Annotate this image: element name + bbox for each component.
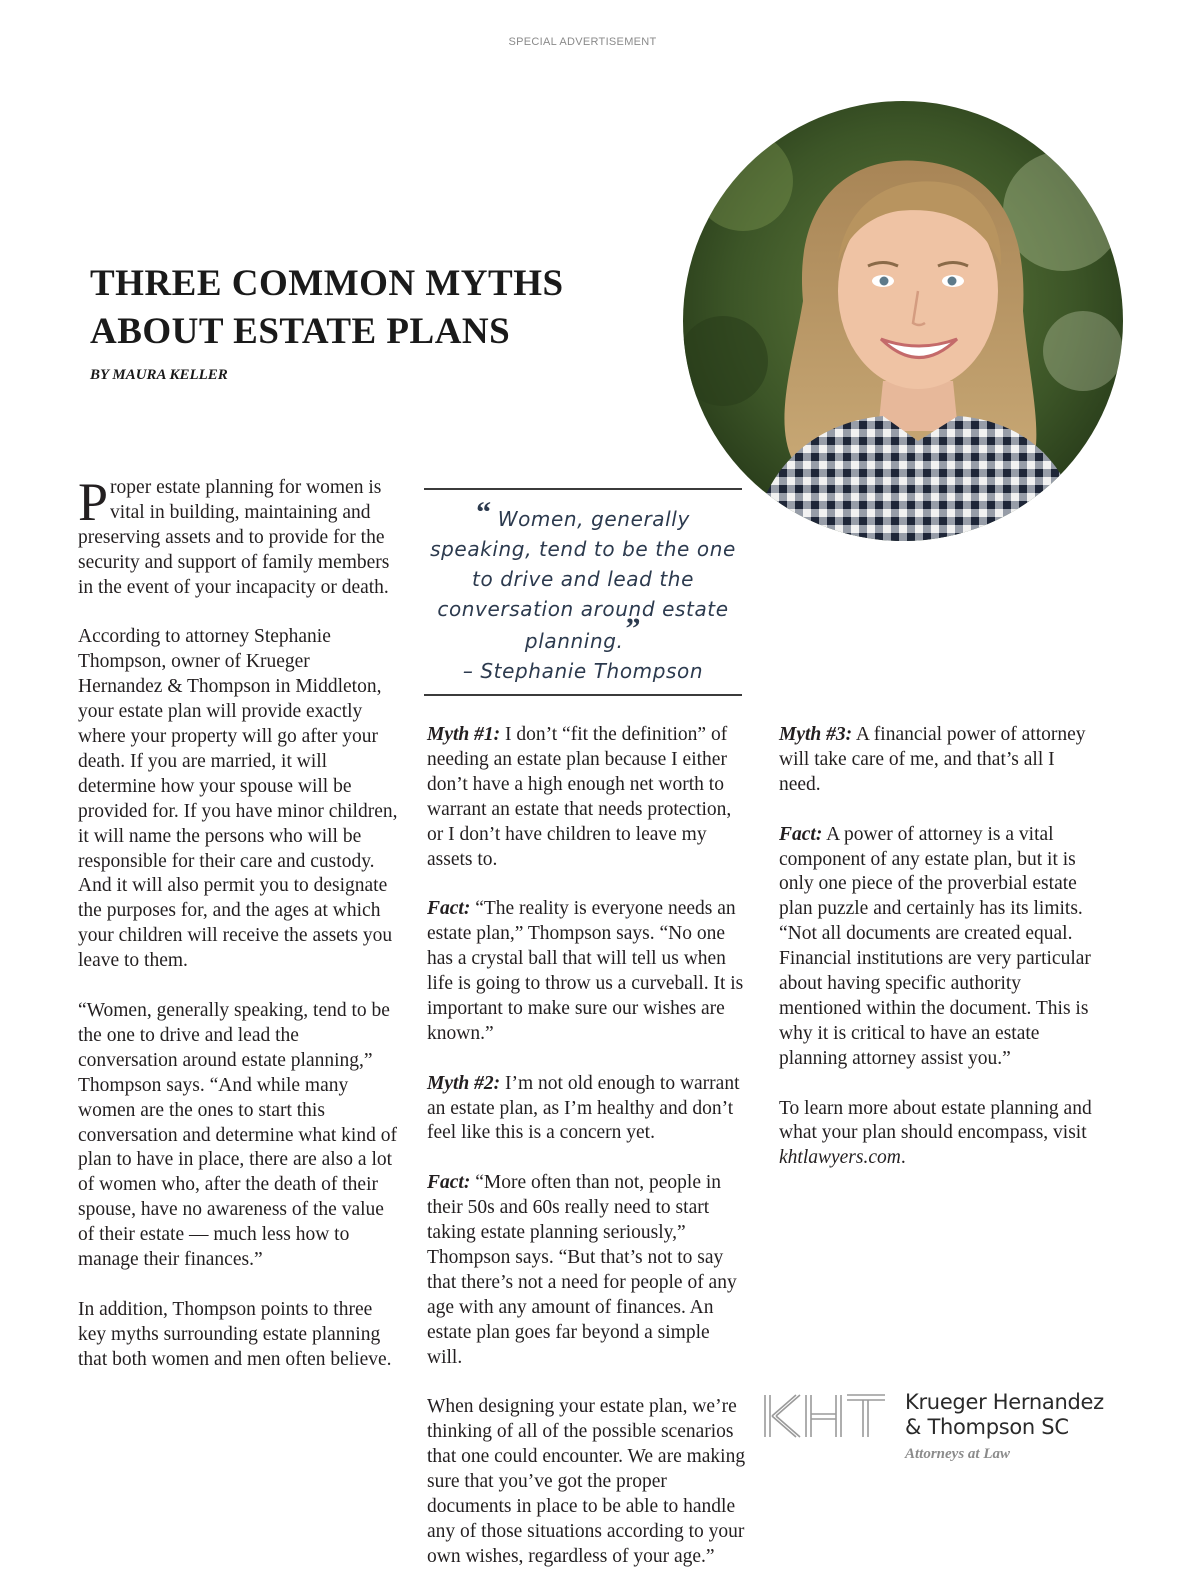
firm-name <box>905 1390 1104 1440</box>
title-line-1: THREE COMMON MYTHS <box>90 263 564 304</box>
title-line-2: ABOUT ESTATE PLANS <box>90 311 511 352</box>
body-paragraph-myths-intro: In addition, Thompson points to three key myths surrounding estate planning that both women and men often believe. <box>78 1298 392 1370</box>
myth-3: Myth #3: A financial power of attorney will take care of me, and that’s all I need. <box>779 724 1086 795</box>
close-quote-mark: ” <box>625 612 642 645</box>
body-paragraph-women: “Women, generally speaking, tend to be the one to drive and lead the conversation around estate planning,” Thompson says. “And while many women are the ones to start this conversation and determine what kind of plan to have in place, there are also a lot of women who, after the death of their spouse, have no awareness of the value of their estate — much less how to manage their finances.” <box>78 1000 397 1271</box>
body-paragraph-designing: When designing your estate plan, we’re thinking of all of the possible scenarios that one could encounter. We are making sure that you’ve got the proper documents in place to be able to handle any of those situations according to your own wishes, regardless of your age.” <box>427 1396 746 1567</box>
article-column-1 <box>78 472 398 1397</box>
author-portrait-photo <box>683 101 1123 541</box>
intro-paragraph: Proper estate planning for women is vital in building, maintaining and preserving assets and to provide for the security and support of family members in the event of your incapacity or death. <box>78 472 390 598</box>
fact-1: Fact: “The reality is everyone needs an estate plan,” Thompson says. “No one has a crystal ball that will tell us when life is going to throw us a curveball. It is important to make sure our wishes are known.” <box>427 898 744 1044</box>
body-paragraph-thompson: According to attorney Stephanie Thompson, owner of Krueger Hernandez & Thompson in Middleton, your estate plan will provide exactly where your property will go after your death. If you are married, it will determine how your spouse will be provided for. If you have minor children, it will name the persons who will be responsible for their care and custody. And it will also permit you to designate the purposes for, and the ages at which your children will receive the assets you leave to them. <box>78 626 398 972</box>
pull-quote <box>424 488 742 696</box>
open-quote-mark: “ <box>476 496 492 529</box>
closing-paragraph: To learn more about estate planning and what your plan should encompass, visit khtlawyers.com. <box>779 1097 1092 1169</box>
myth-2: Myth #2: I’m not old enough to warrant an estate plan, as I’m healthy and don’t feel like this is a concern yet. <box>427 1072 740 1144</box>
kht-firm-logo <box>762 1390 1122 1470</box>
firm-name-line-2: & Thompson SC <box>905 1415 1069 1439</box>
pull-quote-attribution: – Stephanie Thompson <box>462 659 704 683</box>
byline: BY MAURA KELLER <box>90 367 228 383</box>
fact-3: Fact: A power of attorney is a vital component of any estate plan, but it is only one piece of the proverbial estate plan puzzle and certainly has its limits. “Not all documents are created equal. Financial institutions are very particular about having specific authority mentioned within the document. This is why it is critical to have an estate planning attorney assist you.” <box>779 823 1091 1069</box>
myth-1: Myth #1: I don’t “fit the definition” of needing an estate plan because I either don’t have a high enough net worth to warrant an estate that needs protection, or I don’t have children to leave my assets to. <box>427 724 732 870</box>
article-column-2 <box>427 723 747 1595</box>
special-advertisement-label: SPECIAL ADVERTISEMENT <box>508 36 657 48</box>
drop-cap: P <box>78 472 109 532</box>
article-column-3 <box>779 723 1099 1196</box>
website-link[interactable]: khtlawyers.com <box>779 1147 901 1169</box>
article-title <box>90 260 650 356</box>
firm-tagline: Attorneys at Law <box>905 1446 1011 1462</box>
firm-name-line-1: Krueger Hernandez <box>905 1390 1104 1414</box>
pull-quote-text: “ Women, generally speaking, tend to be the one to drive and lead the conversation around estate planning.” <box>430 496 736 653</box>
kht-monogram-logo-icon <box>762 1392 888 1440</box>
fact-2: Fact: “More often than not, people in their 50s and 60s really need to start taking estate planning seriously,” Thompson says. “But that’s not to say that there’s not a need for people of any age with any amount of finances. An estate plan goes far beyond a simple will. <box>427 1172 737 1368</box>
